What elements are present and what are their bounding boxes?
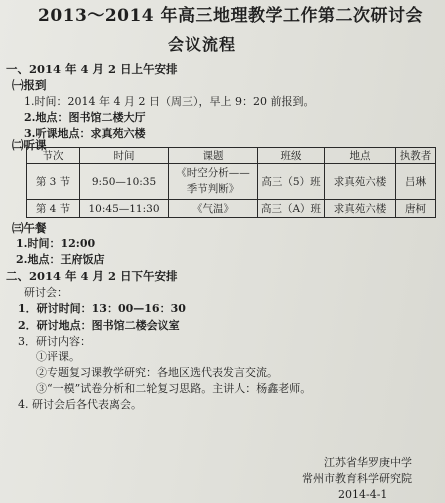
lunch-place: 2.地点：王府饭店 (16, 253, 105, 266)
cell-teacher: 吕琳 (396, 164, 436, 200)
seminar-time: 1．研讨时间：13：00—16：30 (18, 302, 186, 315)
registration-heading: ㈠报到 (12, 78, 47, 92)
content-item: ②专题复习课教学研究：各地区选代表发言交流。 (36, 366, 278, 379)
table-row (27, 164, 436, 200)
table-row (27, 200, 436, 218)
seminar-content: 3．研讨内容： (18, 335, 91, 348)
seminar-place: 2．研讨地点：图书馆二楼会议室 (18, 319, 180, 332)
table-header-row (27, 148, 436, 164)
cell-class: 高三（A）班 (258, 200, 325, 218)
seminar-end: 4. 研讨会后各代表离会。 (18, 398, 142, 411)
signature-org2: 常州市教育科学研究院 (302, 472, 412, 485)
col-class: 班级 (258, 148, 325, 164)
lunch-time: 1.时间：12:00 (16, 237, 96, 250)
document-title: 2013～2014 年高三地理教学工作第二次研讨会 (38, 6, 424, 26)
col-time: 时间 (80, 148, 169, 164)
lesson-place: 3.听课地点：求真苑六楼 (24, 127, 146, 140)
cell-time: 9:50—10:35 (80, 164, 169, 200)
seminar-label: 研讨会： (24, 286, 68, 299)
cell-period: 第 4 节 (27, 200, 80, 218)
content-item: ①评课。 (36, 350, 80, 363)
cell-time: 10:45—11:30 (80, 200, 169, 218)
lesson-schedule-table (26, 147, 436, 218)
cell-class: 高三（5）班 (258, 164, 325, 200)
registration-time: 1.时间：2014 年 4 月 2 日（周三），早上 9：20 前报到。 (24, 95, 315, 108)
cell-topic: 《时空分析—— 季节判断》 (169, 164, 258, 200)
cell-place: 求真苑六楼 (325, 200, 396, 218)
lunch-heading: ㈢午餐 (12, 221, 47, 235)
signature-org1: 江苏省华罗庚中学 (324, 456, 412, 469)
col-place: 地点 (325, 148, 396, 164)
morning-heading: 一、2014 年 4 月 2 日上午安排 (6, 62, 178, 76)
cell-place: 求真苑六楼 (325, 164, 396, 200)
signature-date: 2014-4-1 (338, 488, 388, 501)
content-item: ③“一模”试卷分析和二轮复习思路。主讲人：杨鑫老师。 (36, 382, 312, 395)
afternoon-heading: 二、2014 年 4 月 2 日下午安排 (6, 269, 178, 283)
col-teacher: 执教者 (396, 148, 436, 164)
col-topic: 课题 (169, 148, 258, 164)
cell-topic: 《气温》 (169, 200, 258, 218)
col-period: 节次 (27, 148, 80, 164)
cell-period: 第 3 节 (27, 164, 80, 200)
lessons-heading: ㈡听课 (12, 138, 47, 152)
registration-place: 2.地点：图书馆二楼大厅 (24, 111, 146, 124)
cell-teacher: 唐柯 (396, 200, 436, 218)
document-subtitle: 会议流程 (168, 35, 237, 54)
